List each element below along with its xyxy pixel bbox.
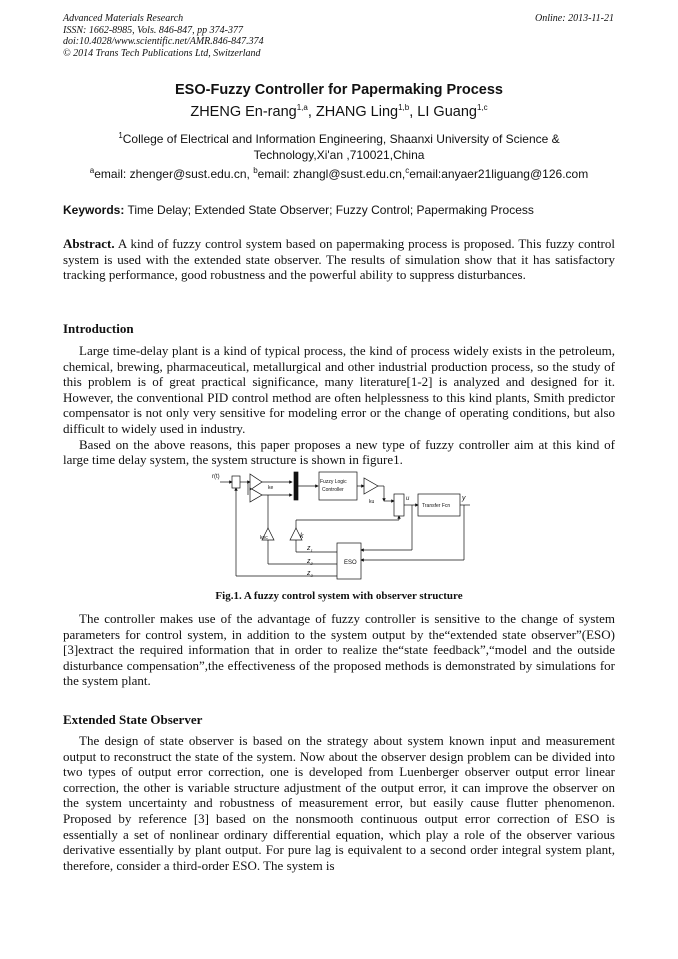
keywords	[63, 203, 534, 217]
gain-block-ke	[250, 474, 262, 490]
journal-header	[63, 13, 264, 59]
email-item: email: zhenger@sust.edu.cn,	[94, 167, 250, 181]
affiliation-text: College of Electrical and Information Engineering, Shaanxi University of Science & Technology,Xi'an ,710021,China	[122, 132, 560, 162]
eso-body	[63, 733, 615, 873]
author-sup: 1,b	[398, 103, 410, 113]
intro-paragraph-1: Large time-delay plant is a kind of typical process, the kind of process widely exists in the petroleum, chemical, brewing, pharmaceutical, metallurgical and other industrial production process, so the study of this problem is of great practical significance, many literature[1-2] is analyzed and designed for it. However, the conventional PID control method are often helplessness to this kind plants, Smith predictor compensator is not only very sensitive for modeling error or the change of operating conditions, but also difficult to widely used in industry.	[63, 343, 615, 436]
gain-block-derivative	[250, 488, 262, 502]
section-heading-introduction: Introduction	[63, 321, 134, 336]
transfer-fcn-label: Transfer Fcn	[422, 503, 451, 509]
ku-label: ku	[369, 499, 375, 505]
online-date: Online: 2013-11-21	[535, 13, 614, 24]
copyright: © 2014 Trans Tech Publications Ltd, Switzerland	[63, 47, 261, 59]
after-figure-paragraph	[63, 611, 615, 689]
kec-label: kec	[260, 535, 268, 541]
u-label: u	[406, 496, 410, 502]
abstract-label: Abstract.	[63, 236, 115, 251]
z2-label: $z_2$	[307, 558, 313, 566]
sum-block-1	[232, 476, 240, 488]
email-item: email:anyaer21liguang@126.com	[409, 167, 589, 181]
figure-caption: Fig.1. A fuzzy control system with observer structure	[215, 590, 463, 602]
intro-paragraph-2: Based on the above reasons, this paper proposes a new type of fuzzy controller aim at this kind of large time delay system, the system structure is shown in figure1.	[63, 436, 615, 468]
email-sup: b	[253, 166, 258, 175]
doi: doi:10.4028/www.scientific.net/AMR.846-847.374	[63, 36, 264, 47]
after-figure-text: The controller makes use of the advantage of fuzzy controller is sensitive to the change of system parameters for control system, in addition to the system output by the“extended state observer”(ESO) [3]extract the required information that in order to realize the“state feedback”,“model and the outside disturbance compensation”,the effectiveness of the proposed methods is demonstrated by simulations for the system plant.	[63, 611, 615, 689]
z3-label: $z_3$	[307, 570, 313, 578]
affiliation	[95, 131, 583, 163]
author-list: ZHENG En-rang$^{1,a}$, ZHANG Ling$^{1,b}$, LI Guang$^{1,c}$	[190, 103, 488, 120]
fuzzy-label-1: Fuzzy Logic	[320, 479, 347, 485]
signal-r: r(t)	[212, 474, 220, 480]
journal-name: Advanced Materials Research	[63, 13, 184, 24]
abstract-text: A kind of fuzzy control system based on papermaking process is proposed. This fuzzy control system is used with the extended state observer. The results of simulation show that it has satisfactory tracking performance, good robustness and the powerful ability to suppress disturbances.	[63, 236, 615, 283]
fuzzy-logic-controller-block	[319, 472, 357, 500]
ke-label: ke	[268, 485, 274, 491]
y-label: y	[462, 495, 466, 502]
mux-block	[294, 472, 298, 500]
section-heading-eso: Extended State Observer	[63, 712, 203, 727]
intro-body	[63, 343, 615, 468]
email-list	[0, 167, 678, 181]
author-name: ZHENG En-rang	[190, 104, 297, 120]
z1-label: $z_1$	[307, 545, 313, 553]
author-name: LI Guang	[417, 104, 477, 120]
email-sup: c	[405, 166, 410, 175]
fuzzy-label-2: Controller	[322, 487, 344, 493]
author-name: ZHANG Ling	[315, 104, 399, 120]
k-label: k	[300, 533, 304, 540]
affiliation-sup: 1	[118, 131, 123, 140]
abstract	[63, 236, 615, 283]
author-sup: 1,a	[296, 103, 308, 113]
sum-block-2	[394, 494, 404, 516]
eso-paragraph-1: The design of state observer is based on the strategy about system known input and measurement output to reconstruct the state of the system. Now about the observer design problem can be divided into two types of output error correction, one is developed from Luenberger observer output error linear correction, the other is variable structure adjustment of the output error, it can improve the observer on the system uncertainty and robustness of measurement error, but easily cause flutter phenomenon. Proposed by reference [3] based on the nonsmooth continuous output error correction of ESO is essentially a set of nonlinear ordinary differential equation, which play a role of the observer various derivative essentially by plant output. For pure lag is equivalent to a second order integral system plant, therefore, consider a third-order ESO. The system is	[63, 733, 615, 873]
gain-block-ku	[364, 478, 378, 494]
eso-label: ESO	[344, 560, 357, 566]
email-item: email: zhangl@sust.edu.cn,	[257, 167, 406, 181]
keywords-text: Time Delay; Extended State Observer; Fuzzy Control; Papermaking Process	[127, 203, 534, 217]
issn: ISSN: 1662-8985, Vols. 846-847, pp 374-377	[63, 24, 243, 36]
email-sup: a	[89, 166, 95, 175]
system-block-diagram	[212, 468, 472, 588]
author-sup: 1,c	[476, 103, 488, 113]
keywords-label: Keywords:	[63, 203, 125, 217]
paper-title: ESO-Fuzzy Controller for Papermaking Process	[175, 82, 503, 98]
